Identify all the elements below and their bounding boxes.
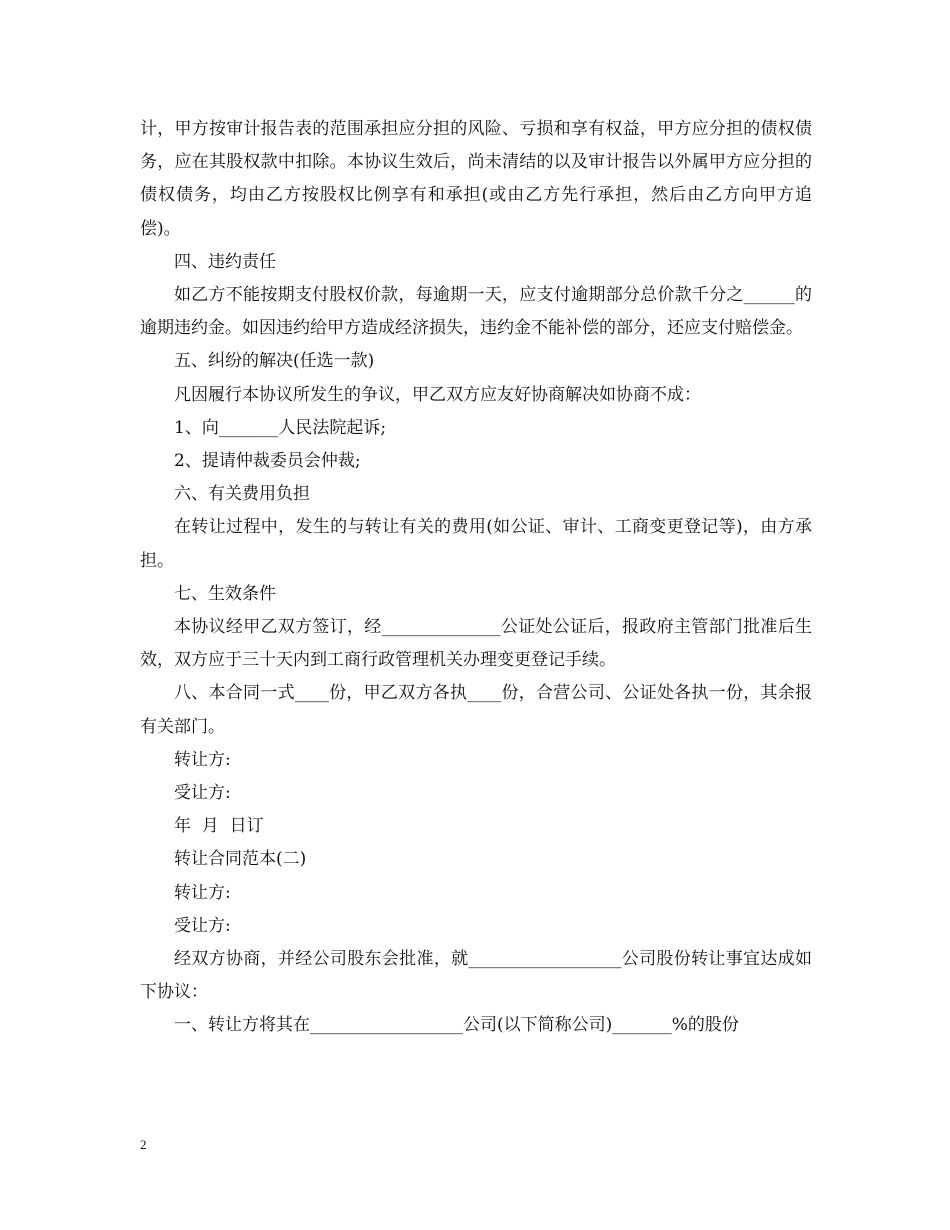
paragraph-dispute-negotiation: 凡因履行本协议所发生的争议，甲乙双方应友好协商解决如协商不成：	[174, 384, 701, 405]
section-title-template-two: 转让合同范本(二)	[174, 849, 307, 870]
paragraph-agreement-preamble: 经双方协商，并经公司股东会批准，就__________________公司股份转让事宜达成如下协议：	[140, 949, 812, 1003]
page-number: 2	[140, 1137, 147, 1152]
party-transferee: 受让方:	[174, 915, 231, 936]
heading-cost-bearing: 六、有关费用负担	[174, 484, 310, 505]
option-arbitration: 2、提请仲裁委员会仲裁;	[174, 451, 361, 472]
party-transferor: 转让方:	[174, 882, 231, 903]
paragraph-late-payment-penalty: 如乙方不能按期支付股权价款，每逾期一天，应支付逾期部分总价款千分之______的逾期违约金。如因违约给甲方造成经济损失，违约金不能补偿的部分，还应支付赔偿金。	[140, 285, 812, 339]
signature-transferor: 转让方:	[174, 749, 231, 770]
paragraph-notarization-approval: 本协议经甲乙双方签订，经______________公证处公证后，报政府主管部门批准后生效，双方应于三十天内到工商行政管理机关办理变更登记手续。	[140, 617, 812, 671]
heading-breach-liability: 四、违约责任	[174, 251, 276, 272]
paragraph-audit-liabilities: 计，甲方按审计报告表的范围承担应分担的风险、亏损和享有权益，甲方应分担的债权债务，应在其股权款中扣除。本协议生效后，尚未清结的以及审计报告以外属甲方应分担的债权债务，均由乙方按股权比例享有和承担(或由乙方先行承担，然后由乙方向甲方追偿)。	[140, 119, 812, 239]
heading-dispute-resolution: 五、纠纷的解决(任选一款)	[174, 351, 375, 372]
paragraph-clause-one: 一、转让方将其在__________________公司(以下简称公司)_______%的股份	[174, 1015, 739, 1036]
signature-date: 年 月 日订	[174, 816, 264, 837]
signature-transferee: 受让方:	[174, 783, 231, 804]
document-body	[140, 113, 812, 1043]
paragraph-transfer-costs: 在转让过程中，发生的与转让有关的费用(如公证、审计、工商变更登记等)，由方承担。	[140, 517, 812, 571]
paragraph-copies: 八、本合同一式____份，甲乙双方各执____份，合营公司、公证处各执一份，其余报有关部门。	[140, 683, 812, 737]
heading-effective-conditions: 七、生效条件	[174, 583, 276, 604]
option-court-lawsuit: 1、向_______人民法院起诉;	[174, 417, 387, 438]
